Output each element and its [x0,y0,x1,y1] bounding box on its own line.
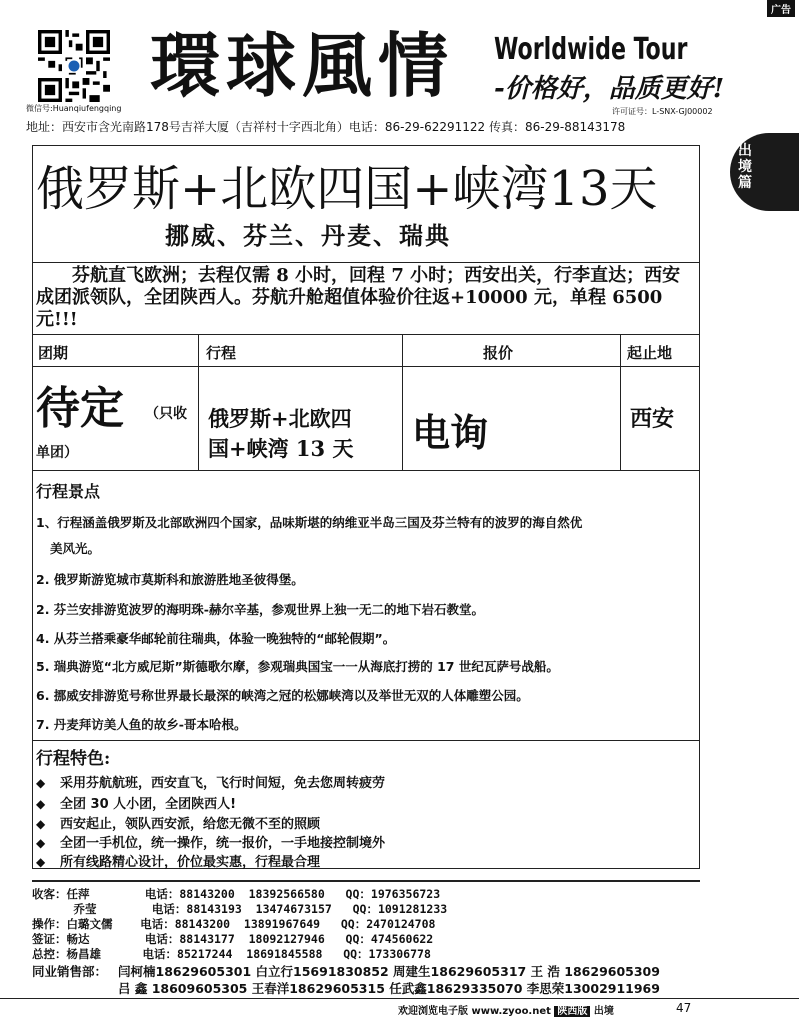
highlight-item: 美风光。 [50,541,101,556]
contact-row: 乔莹 电话：88143193 13474673157 QQ：1091281233 [32,902,448,916]
divider [620,334,621,470]
tour-date-note: 单团） [36,445,78,461]
divider [0,998,799,999]
divider [32,470,700,471]
bullet-icon: ◆ [36,817,46,831]
sales-label: 同业销售部： [32,964,108,979]
wechat-id: 微信号:Huanqiufengqing [26,104,122,113]
highlight-item: 6. 挪威安排游览号称世界最长最深的峡湾之冠的松娜峡湾以及举世无双的人体雕塑公园。 [36,688,529,703]
brand-name: 環球風情 [150,25,454,107]
feature-item: ◆ 全团 30 人小团，全团陕西人! [36,797,237,812]
feature-item: ◆ 采用芬航航班，西安直飞，飞行时间短，免去您周转疲劳 [36,776,386,791]
divider [32,880,700,882]
feature-item: ◆ 西安起止，领队西安派，给您无微不至的照顾 [36,817,321,832]
divider [32,366,700,367]
bullet-icon: ◆ [36,836,46,850]
divider [32,262,700,263]
tour-date-note: （只收 [145,406,187,422]
contact-row: 操作：白璐文儒 电话：88143200 13891967649 QQ：2470124708 [32,917,436,931]
section-tab [730,133,799,211]
contact-row: 收客：任萍 电话：88143200 18392566580 QQ：1976356723 [32,887,441,901]
tour-intro: 芬航直飞欧洲；去程仅需 8 小时，回程 7 小时；西安出关，行李直达；西安成团派领队，全团陕西人。芬航升舱超值体验价往返+10000 元，单程 6500 元!!! [36,265,681,330]
footer-edition: 陕西版 [554,1006,590,1017]
footer-welcome: 欢迎浏览电子版 www.zyoo.net [398,1006,551,1017]
divider [32,740,700,741]
bullet-icon: ◆ [36,855,46,869]
slogan: -价格好，品质更好! [494,74,725,104]
footer [398,1002,614,1017]
bullet-icon: ◆ [36,797,46,811]
bullet-icon: ◆ [36,776,46,790]
table-header-date: 团期 [38,344,69,362]
footer-section: 出境 [593,1006,614,1017]
highlight-item: 5. 瑞典游览“北方威尼斯”斯德歌尔摩，参观瑞典国宝一一从海底打捞的 17 世纪瓦萨号战船。 [36,659,559,674]
tour-date: 待定 [36,383,124,434]
features-title: 行程特色: [36,749,111,769]
highlight-item: 7. 丹麦拜访美人鱼的故乡-哥本哈根。 [36,717,247,732]
tour-countries: 挪威、芬兰、丹麦、瑞典 [165,221,451,250]
contact-row: 总控：杨昌雄 电话：85217244 18691845588 QQ：173306778 [32,947,431,961]
divider [402,334,403,470]
license-number: 许可证号：L-SNX-GJ00002 [612,107,713,116]
tour-price: 电询 [412,411,489,455]
company-address: 地址：西安市含光南路178号吉祥大厦（吉祥村十字西北角）电话：86-29-62291122 传真：86-29-88143178 [26,120,626,134]
content-frame [32,145,700,869]
ad-tag: 广告 [767,0,795,17]
contact-row: 签证：畅达 电话：88143177 18092127946 QQ：474560622 [32,932,434,946]
highlights-title: 行程景点 [36,482,101,501]
feature-item: ◆ 所有线路精心设计，价位最实惠，行程最合理 [36,855,321,870]
divider [32,334,700,335]
divider [198,334,199,470]
tour-route-line: 国+峡湾 13 天 [208,436,354,461]
qr-code-icon [38,30,110,102]
tour-origin: 西安 [630,406,675,432]
sales-line: 吕 鑫 18609605305 王春洋18629605315 任武鑫18629335070 李思荣13002911969 [118,981,660,996]
highlight-item: 4. 从芬兰搭乘豪华邮轮前往瑞典，体验一晚独特的“邮轮假期”。 [36,631,396,646]
brand-en: Worldwide Tour [494,32,688,67]
highlight-item: 1、行程涵盖俄罗斯及北部欧洲四个国家，品味斯堪的纳维亚半岛三国及芬兰特有的波罗的海自然优 [36,515,583,530]
page-number: 47 [676,1001,692,1015]
table-header-route: 行程 [206,344,237,362]
highlight-item: 2. 芬兰安排游览波罗的海明珠-赫尔辛基，参观世界上独一无二的地下岩石教堂。 [36,602,484,617]
tour-route-line: 俄罗斯+北欧四 [208,406,352,431]
table-header-price: 报价 [483,344,514,362]
section-tab-label: 出境篇 [738,143,752,191]
feature-item: ◆ 全团一手机位，统一操作，统一报价，一手地接控制境外 [36,836,386,851]
table-header-origin: 起止地 [627,344,673,362]
sales-line: 闫柯楠18629605301 白立行15691830852 周建生18629605317 王 浩 18629605309 [118,964,660,979]
highlight-item: 2. 俄罗斯游览城市莫斯科和旅游胜地圣彼得堡。 [36,572,304,587]
tour-route [208,404,398,464]
tour-title: 俄罗斯+北欧四国+峡湾13天 [36,161,658,217]
